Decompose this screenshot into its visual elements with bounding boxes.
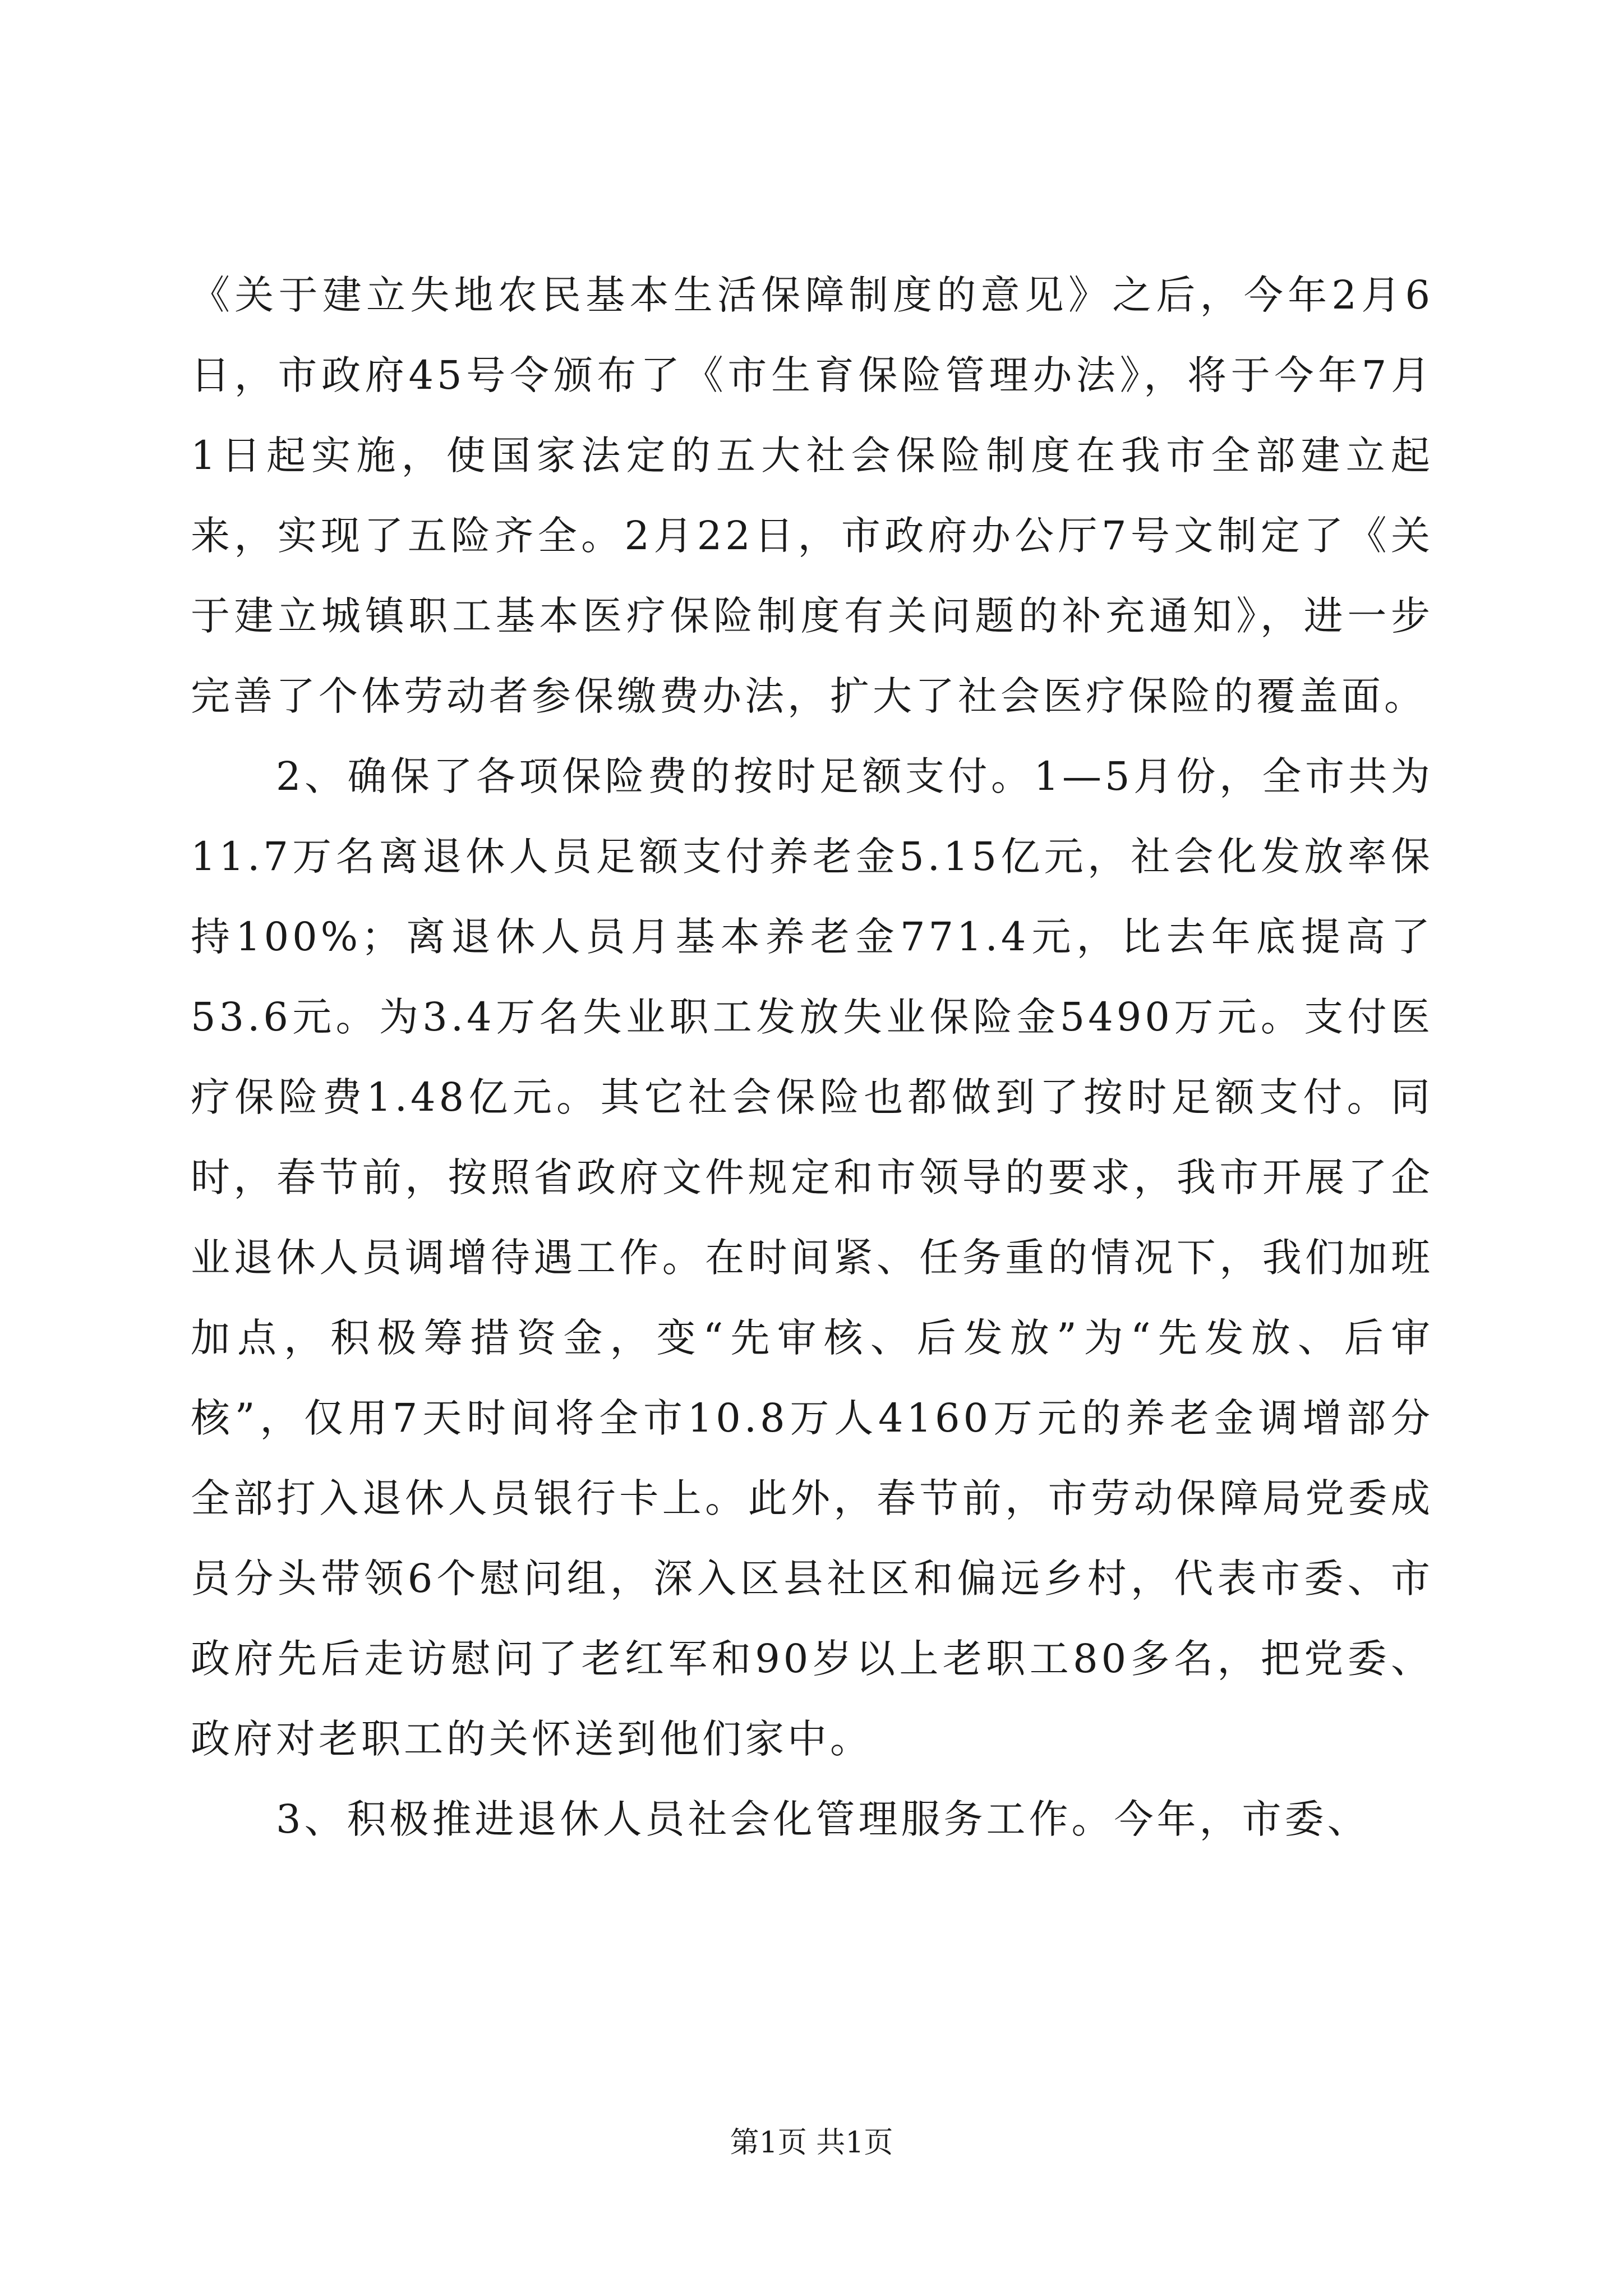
paragraph-continuation: 《关于建立失地农民基本生活保障制度的意见》之后，今年2月6日，市政府45号令颁布了《市生育保险管理办法》，将于今年7月1日起实施，使国家法定的五大社会保险制度在我市全部建立起来，实现了五险齐全。2月22日，市政府办公厅7号文制定了《关于建立城镇职工基本医疗保险制度有关问题的补充通知》，进一步完善了个体劳动者参保缴费办法，扩大了社会医疗保险的覆盖面。	[191, 272, 1433, 719]
paragraph-item-2: 2、确保了各项保险费的按时足额支付。1—5月份，全市共为11.7万名离退休人员足额支付养老金5.15亿元，社会化发放率保持100%；离退休人员月基本养老金771.4元，比去年底提高了53.6元。为3.4万名失业职工发放失业保险金5490万元。支付医疗保险费1.48亿元。其它社会保险也都做到了按时足额支付。同时，春节前，按照省政府文件规定和市领导的要求，我市开展了企业退休人员调增待遇工作。在时间紧、任务重的情况下，我们加班加点，积极筹措资金，变“先审核、后发放”为“先发放、后审核”，仅用7天时间将全市10.8万人4160万元的养老金调增部分全部打入退休人员银行卡上。此外，春节前，市劳动保障局党委成员分头带领6个慰问组，深入区县社区和偏远乡村，代表市委、市政府先后走访慰问了老红军和90岁以上老职工80多名，把党委、政府对老职工的关怀送到他们家中。	[191, 753, 1433, 1762]
page-footer: 第1页 共1页	[730, 2126, 893, 2160]
paragraph-item-3: 3、积极推进退休人员社会化管理服务工作。今年，市委、	[276, 1796, 1370, 1842]
document-body	[191, 255, 1433, 1860]
